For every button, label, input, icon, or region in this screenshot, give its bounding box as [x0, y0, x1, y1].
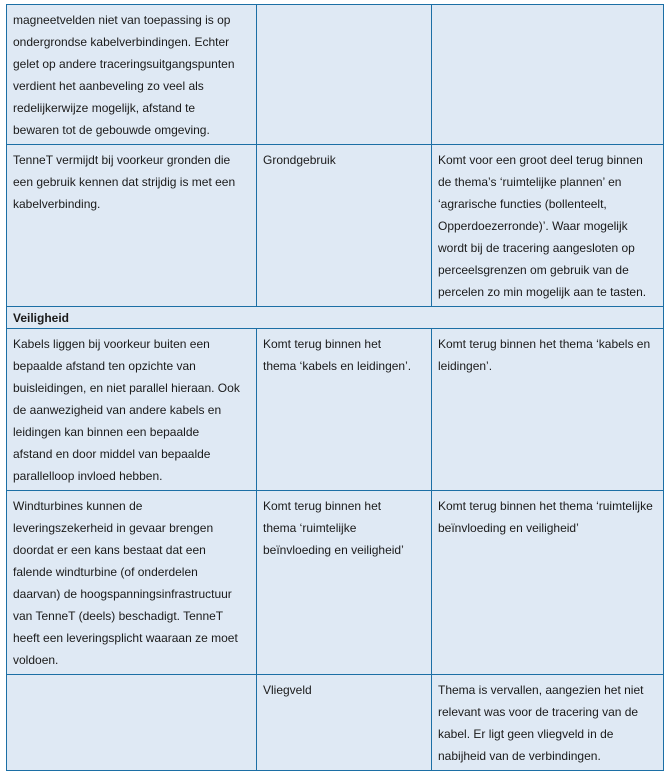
- remark-cell: Thema is vervallen, aangezien het niet relevant was voor de tracering van de kabel. Er ligt geen vliegveld in de nabijheid van de verbindingen.: [432, 675, 664, 771]
- criterion-cell: [7, 675, 257, 771]
- table-row: [7, 329, 664, 491]
- theme-cell: Komt terug binnen het thema ‘ruimtelijke beïnvloeding en veiligheid’: [257, 491, 432, 675]
- section-header-row: [7, 307, 664, 329]
- criterion-cell: TenneT vermijdt bij voorkeur gronden die een gebruik kennen dat strijdig is met een kabelverbinding.: [7, 145, 257, 307]
- criterion-cell: magneetvelden niet van toepassing is op ondergrondse kabelverbindingen. Echter gelet op andere traceringsuitgangspunten verdient het aanbeveling zo veel als redelijkerwijze mogelijk, afstand te bewaren tot de gebouwde omgeving.: [7, 5, 257, 145]
- table-row: [7, 675, 664, 771]
- theme-cell: Komt terug binnen het thema ‘kabels en leidingen’.: [257, 329, 432, 491]
- theme-cell: Grondgebruik: [257, 145, 432, 307]
- remark-cell: [432, 5, 664, 145]
- table-row: [7, 491, 664, 675]
- criteria-table: [6, 4, 664, 771]
- criterion-cell: Windturbines kunnen de leveringszekerheid in gevaar brengen doordat er een kans bestaat dat een falende windturbine (of onderdelen daarvan) de hoogspanningsinfrastructuur van TenneT (deels) beschadigt. TenneT heeft een leveringsplicht waaraan ze moet voldoen.: [7, 491, 257, 675]
- theme-cell: [257, 5, 432, 145]
- theme-cell: Vliegveld: [257, 675, 432, 771]
- criterion-cell: Kabels liggen bij voorkeur buiten een bepaalde afstand ten opzichte van buisleidingen, en niet parallel hieraan. Ook de aanwezigheid van andere kabels en leidingen kan binnen een bepaalde afstand en door middel van bepaalde parallelloop invloed hebben.: [7, 329, 257, 491]
- table-row: [7, 145, 664, 307]
- remark-cell: Komt terug binnen het thema ‘kabels en leidingen’.: [432, 329, 664, 491]
- table-row: [7, 5, 664, 145]
- remark-cell: Komt terug binnen het thema ‘ruimtelijke beïnvloeding en veiligheid’: [432, 491, 664, 675]
- section-title: Veiligheid: [7, 307, 664, 329]
- remark-cell: Komt voor een groot deel terug binnen de thema’s ‘ruimtelijke plannen’ en ‘agrarische functies (bollenteelt, Opperdoezerronde)’. Waar mogelijk wordt bij de tracering aangesloten op perceelsgrenzen om gebruik van de percelen zo min mogelijk aan te tasten.: [432, 145, 664, 307]
